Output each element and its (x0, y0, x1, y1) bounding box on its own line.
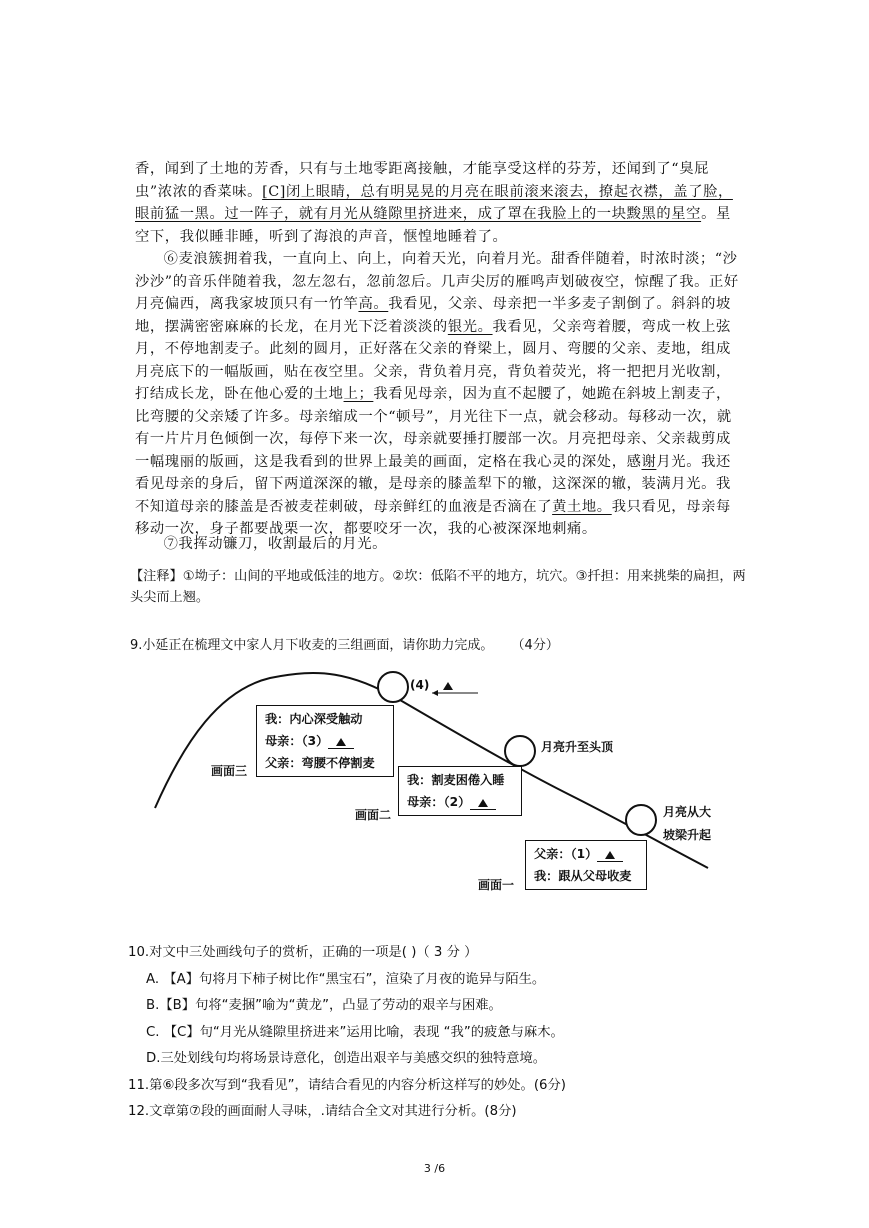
passage-text: 我只看见，母亲每移动一次，身子都要战栗一次，都要咬牙一次，我的心被深深地刺痛。 (135, 498, 731, 537)
question-9-score: （4分） (511, 638, 559, 653)
underlined-word: 谢 (641, 453, 657, 470)
underlined-sentence-c: [C]闭上眼睛，总有明晃晃的月亮在眼前滚来滚去，撩起衣襟，盖了脸，眼前猛一黑。过一阵子，就有月光从缝隙里挤进来，成了罩在我脸上的一块黢黑的星空 (135, 183, 733, 222)
passage-text: 我看见母亲，因为直不起腰了，她跪在斜坡上割麦子，比弯腰的父亲矮了许多。母亲缩成一个“顿号”，月光往下一点，就会移动。每移动一次，就有一片片月色倾倒一次，每停下来一次，母亲就要捶打腰部一次。月亮把母亲、父亲裁剪成一幅瑰丽的版画，这是我看到的世界上最美的画面，定格在我心灵的深处，感 (135, 386, 732, 470)
box-line: 我：跟从父母收麦 (534, 869, 632, 883)
passage-text: 香，闻到了土地的芳香，只有与土地零距离接触，才能享受这样的芬芳，还闻到了“臭屁虫”浓浓的香菜味。 (135, 161, 709, 200)
label-4-text: (4) (410, 678, 430, 692)
underlined-word: 银光。 (447, 318, 493, 335)
frame-1-box (525, 840, 647, 890)
question-11: 11.第⑥段多次写到“我看见”，请结合看见的内容分析这样写的妙处。(6分) (128, 1077, 566, 1093)
frame-1-label: 画面一 (478, 878, 515, 892)
triangle-icon (478, 799, 488, 807)
underlined-word: 上； (343, 386, 374, 402)
paragraph-6 (135, 248, 745, 541)
passage-continued-paragraph (135, 158, 745, 248)
frame-2-label: 画面二 (355, 808, 392, 822)
frame-3-label: 画面三 (211, 764, 248, 778)
page-number: 3 /6 (423, 1162, 446, 1175)
blank-3[interactable] (328, 734, 354, 749)
passage-text: 。星空下，我似睡非睡，听到了海浪的声音，惬惶地睡着了。 (135, 206, 731, 245)
box-line-blank-3 (265, 730, 385, 752)
box-line-blank-2 (407, 791, 513, 813)
paragraph-7-text: ⑦我挥动镰刀，收割最后的月光。 (163, 536, 388, 552)
underlined-word: 黄土地。 (552, 498, 612, 515)
moon-label-rising-2: 坡梁升起 (663, 828, 712, 842)
option-a[interactable]: A. 【A】句将月下柿子树比作“黑宝石”，渲染了月夜的诡异与陌生。 (146, 971, 546, 987)
moon-circle-top (378, 672, 408, 702)
moon-circle-middle (505, 736, 535, 766)
box-line: 父亲：弯腰不停割麦 (265, 756, 375, 770)
box-line: 我：内心深受触动 (265, 712, 363, 726)
blank-4-label (410, 678, 459, 692)
question-9 (130, 634, 559, 653)
frame-3-box (256, 705, 394, 777)
box-line-blank-1 (534, 843, 638, 865)
box-line: 我：割麦困倦入睡 (407, 773, 505, 787)
question-9-prompt: 9.小延正在梳理文中家人月下收麦的三组画面，请你助力完成。 (130, 638, 494, 653)
option-d[interactable]: D.三处划线句均将场景诗意化，创造出艰辛与美感交织的独特意境。 (146, 1051, 547, 1066)
option-b[interactable]: B.【B】句将“麦捆”喻为“黄龙”，凸显了劳动的艰辛与困难。 (146, 998, 502, 1013)
blank-label: 父亲：（1） (534, 847, 598, 861)
moon-label-overhead: 月亮升至头顶 (541, 740, 614, 754)
question-12: 12.文章第⑦段的画面耐人寻味，.请结合全文对其进行分析。(8分) (128, 1104, 517, 1119)
triangle-icon (443, 682, 453, 690)
paragraph-7 (135, 533, 745, 556)
frame-2-box (398, 766, 522, 816)
question-10: 10.对文中三处画线句子的赏析，正确的一项是( )（ 3 分 ） (128, 945, 478, 960)
moon-circle-bottom (626, 805, 656, 835)
blank-label: 母亲：（3） (265, 734, 329, 748)
blank-1[interactable] (597, 847, 623, 862)
blank-2[interactable] (470, 795, 496, 810)
passage-text: ⑥麦浪簇拥着我，一直向上、向上，向着天光，向着月光。甜香伴随着，时浓时淡；“沙沙沙”的音乐伴随着我，忽左忽右，忽前忽后。几声尖厉的雁鸣声划破夜空，惊醒了我。正好月亮偏西，离我家坡顶只有一竹竿 (135, 251, 739, 312)
passage-text: 我看见，父亲、母亲把一半多麦子割倒了。斜斜的坡地，摆满密密麻麻的长龙，在月光下泛着淡淡的 (135, 296, 731, 335)
triangle-icon (605, 851, 615, 859)
passage-text: 月光。我还看见母亲的身后，留下两道深深的辙，是母亲的膝盖犁下的辙，这深深的辙，装满月光。我不知道母亲的膝盖是否被麦茬刺破，母亲鲜红的血液是否滴在了 (135, 453, 731, 515)
questions-section (128, 940, 768, 1126)
moon-label-rising-1: 月亮从大 (663, 805, 712, 819)
blank-label: 母亲：（2） (407, 795, 471, 809)
passage-text: 我看见，父亲弯着腰，弯成一枚上弦月，不停地割麦子。此刻的圆月，正好落在父亲的脊梁上，圆月、弯腰的父亲、麦地，组成月亮底下的一幅版画，贴在夜空里。父亲，背负着月亮，背负着荧光，将一把把月光收割，打结成长龙，卧在他心爱的土地 (135, 318, 731, 402)
underlined-word: 高。 (358, 296, 389, 312)
annotation-note: 【注释】①坳子：山间的平地或低洼的地方。②坎：低陷不平的地方，坑穴。③扦担：用来挑柴的扁担，两头尖而上翘。 (130, 569, 746, 605)
triangle-icon (336, 738, 346, 746)
option-c[interactable]: C. 【C】句“月光从缝隙里挤进来”运用比喻，表现 “我”的疲惫与麻木。 (146, 1024, 564, 1040)
